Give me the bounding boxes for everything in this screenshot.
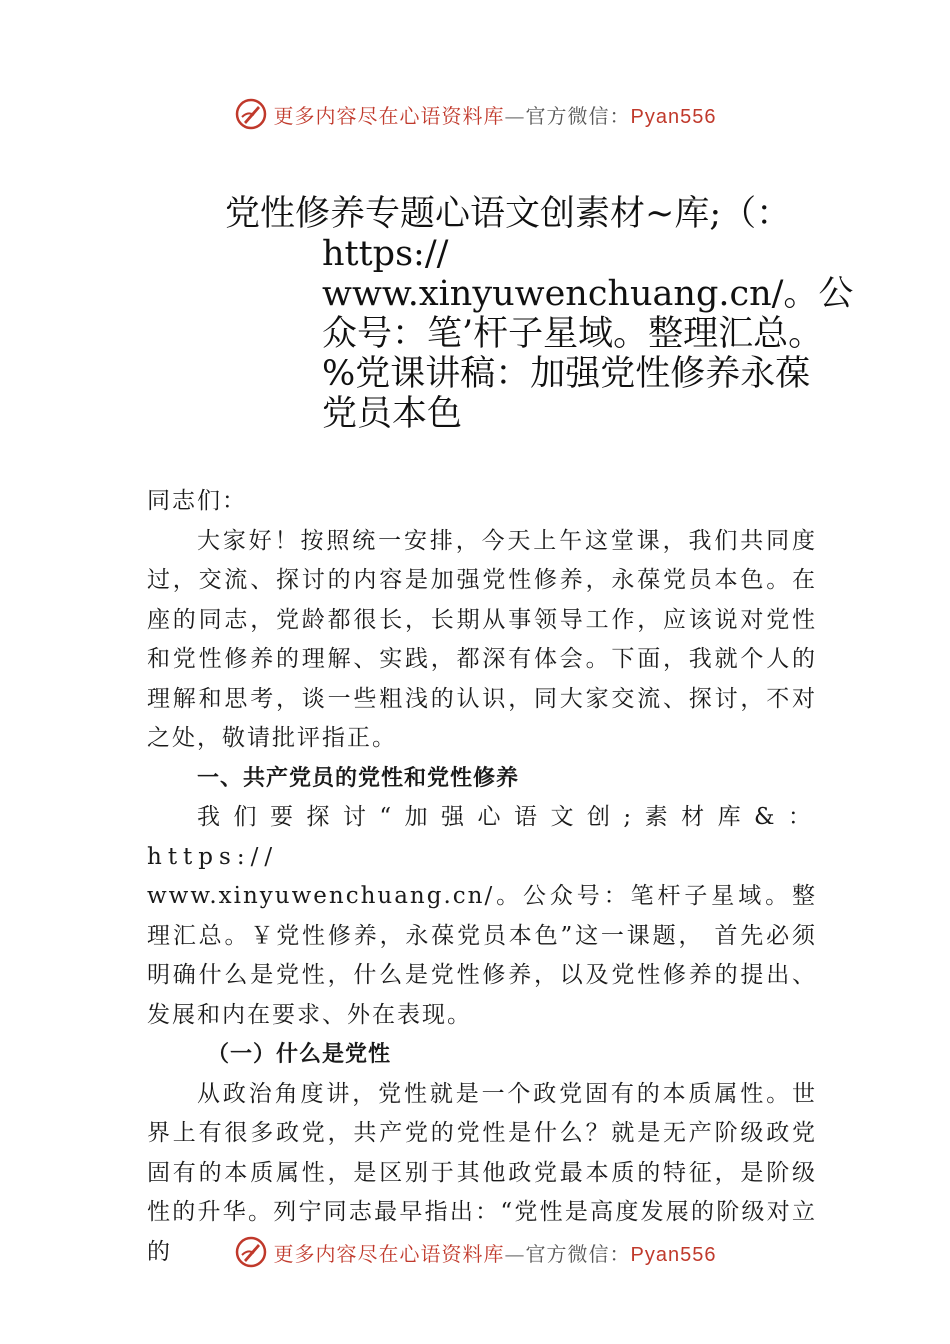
banner-dash: — <box>504 103 526 128</box>
title-line: 党性修养专题心语文创素材~库;（： <box>225 194 792 234</box>
title-line: %党课讲稿：加强党性修养永葆 <box>322 354 811 394</box>
document-body <box>147 482 817 1272</box>
title-line: www.xinyuwenchuang.cn/。公 <box>322 274 854 314</box>
intro-paragraph: 大家好！按照统一安排，今天上午这堂课，我们共同度过，交流、探讨的内容是加强党性修养，永葆党员本色。在座的同志，党龄都很长，长期从事领导工作，应该说对党性和党性修养的理解、实践，都深有体会。下面，我就个人的理解和思考，谈一些粗浅的认识，同大家交流、探讨，不对之处，敬请批评指正。 <box>147 527 817 751</box>
section-paragraph: www.xinyuwenchuang.cn/。公众号：笔杆子星域。整理汇总。￥党性修养，永葆党员本色”这一课题， 首先必须明确什么是党性，什么是党性修养，以及党性修养的提出、发展和内在要求、外在表现。 <box>147 883 817 1028</box>
banner-text <box>274 1238 717 1267</box>
title-line: https:// <box>322 234 449 274</box>
subsection-heading: （一）什么是党性 <box>207 1042 392 1067</box>
pen-nib-logo-icon <box>234 97 268 131</box>
title-line: 党员本色 <box>322 394 463 434</box>
document-title <box>225 194 854 434</box>
banner-wechat-label: 官方微信： <box>525 1241 631 1266</box>
header-banner <box>0 94 950 134</box>
pen-nib-logo-icon <box>234 1235 268 1269</box>
banner-text <box>274 100 717 129</box>
section-paragraph-line: 我们要探讨“加强心语文创;素材库&：https:// <box>147 804 817 870</box>
banner-wechat-handle: Pyan556 <box>630 105 717 128</box>
footer-banner <box>0 1232 950 1272</box>
title-line: 众号：笔’杆子星域。整理汇总。 <box>322 314 824 354</box>
banner-site-name: 更多内容尽在心语资料库 <box>273 1241 505 1266</box>
banner-wechat-label: 官方微信： <box>525 103 631 128</box>
banner-site-name: 更多内容尽在心语资料库 <box>273 103 505 128</box>
salutation: 同志们： <box>147 488 247 514</box>
banner-dash: — <box>504 1241 526 1266</box>
banner-wechat-handle: Pyan556 <box>630 1243 717 1266</box>
subsection-paragraph: 从政治角度讲，党性就是一个政党固有的本质属性。世界上有很多政党，共产党的党性是什么？就是无产阶级政党固有的本质属性，是区别于其他政党最本质的特征，是阶级性的升华。列宁同志最早指出：“党性是高度发展的阶级对立的 <box>147 1080 817 1265</box>
section-heading: 一、共产党员的党性和党性修养 <box>197 765 520 791</box>
